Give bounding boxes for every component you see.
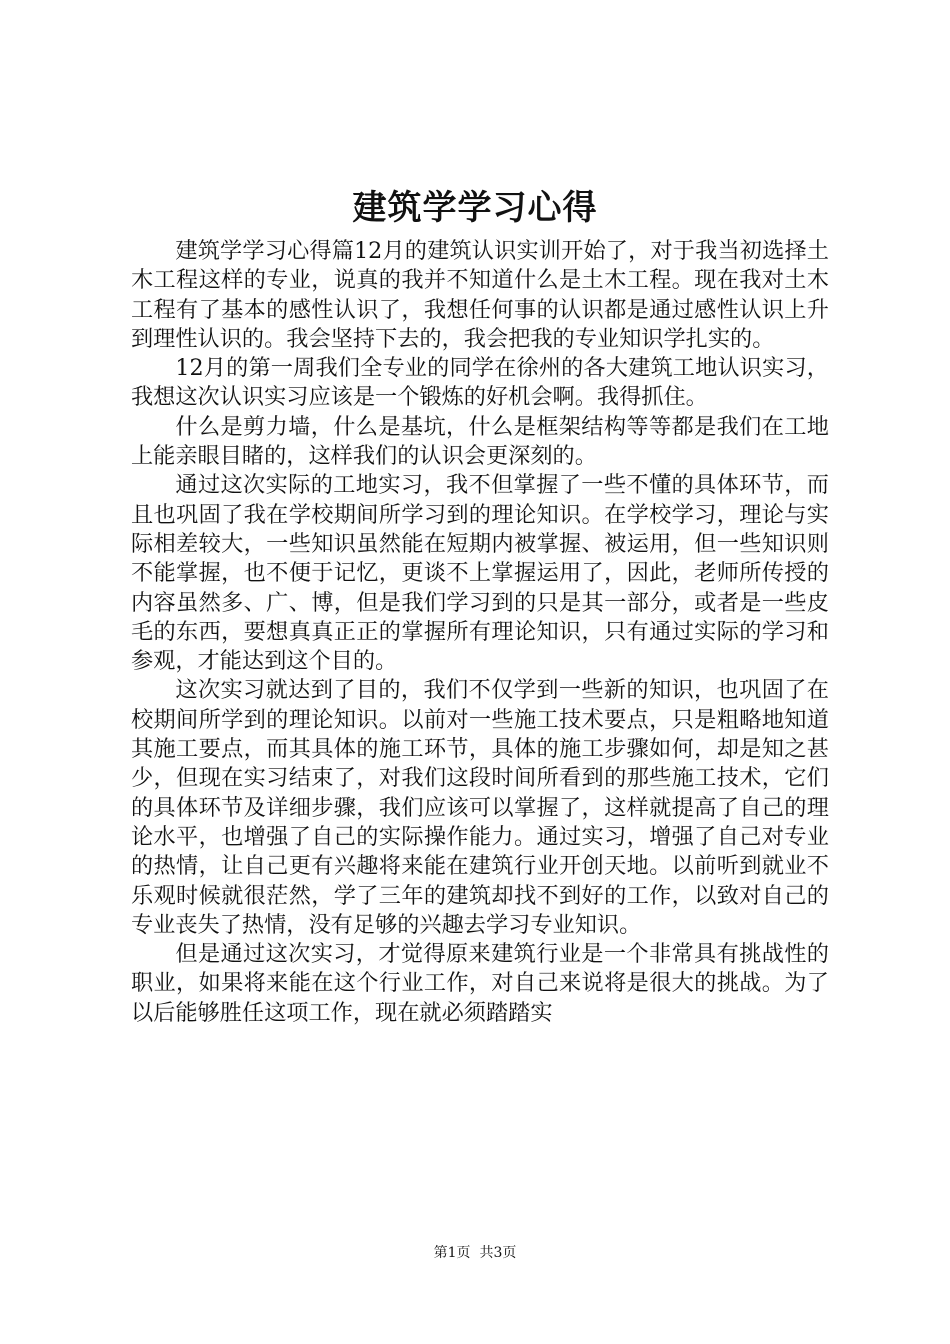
page-total: 共3页 bbox=[479, 1245, 517, 1261]
paragraph: 建筑学学习心得篇12月的建筑认识实训开始了，对于我当初选择土木工程这样的专业，说真的我并不知道什么是土木工程。现在我对土木工程有了基本的感性认识了，我想任何事的认识都是通过感性认识上升到理性认识的。我会坚持下去的，我会把我的专业知识学扎实的。 bbox=[131, 238, 829, 352]
paragraph: 什么是剪力墙，什么是基坑，什么是框架结构等等都是我们在工地上能亲眼目睹的，这样我们的认识会更深刻的。 bbox=[131, 413, 829, 470]
document-body bbox=[131, 237, 829, 1028]
paragraph: 这次实习就达到了目的，我们不仅学到一些新的知识，也巩固了在校期间所学到的理论知识。以前对一些施工技术要点，只是粗略地知道其施工要点，而其具体的施工环节，具体的施工步骤如何，却是知之甚少，但现在实习结束了，对我们这段时间所看到的那些施工技术，它们的具体环节及详细步骤，我们应该可以掌握了，这样就提高了自己的理论水平，也增强了自己的实际操作能力。通过实习，增强了自己对专业的热情，让自己更有兴趣将来能在建筑行业开创天地。以前听到就业不乐观时候就很茫然，学了三年的建筑却找不到好的工作，以致对自己的专业丧失了热情，没有足够的兴趣去学习专业知识。 bbox=[131, 677, 829, 938]
page-title: 建筑学学习心得 bbox=[352, 188, 598, 228]
paragraph: 12月的第一周我们全专业的同学在徐州的各大建筑工地认识实习，我想这次认识实习应该是一个锻炼的好机会啊。我得抓住。 bbox=[131, 355, 829, 411]
page-number: 第1页 bbox=[433, 1245, 471, 1261]
paragraph: 通过这次实际的工地实习，我不但掌握了一些不懂的具体环节，而且也巩固了我在学校期间所学习到的理论知识。在学校学习，理论与实际相差较大，一些知识虽然能在短期内被掌握、被运用，但一些知识则不能掌握，也不便于记忆，更谈不上掌握运用了，因此，老师所传授的内容虽然多、广、博，但是我们学习到的只是其一部分，或者是一些皮毛的东西，要想真真正正的掌握所有理论知识，只有通过实际的学习和参观，才能达到这个目的。 bbox=[131, 472, 829, 675]
paragraph: 但是通过这次实习，才觉得原来建筑行业是一个非常具有挑战性的职业，如果将来能在这个行业工作，对自己来说将是很大的挑战。为了以后能够胜任这项工作，现在就必须踏踏实 bbox=[131, 941, 829, 1026]
page-footer bbox=[0, 1243, 950, 1263]
